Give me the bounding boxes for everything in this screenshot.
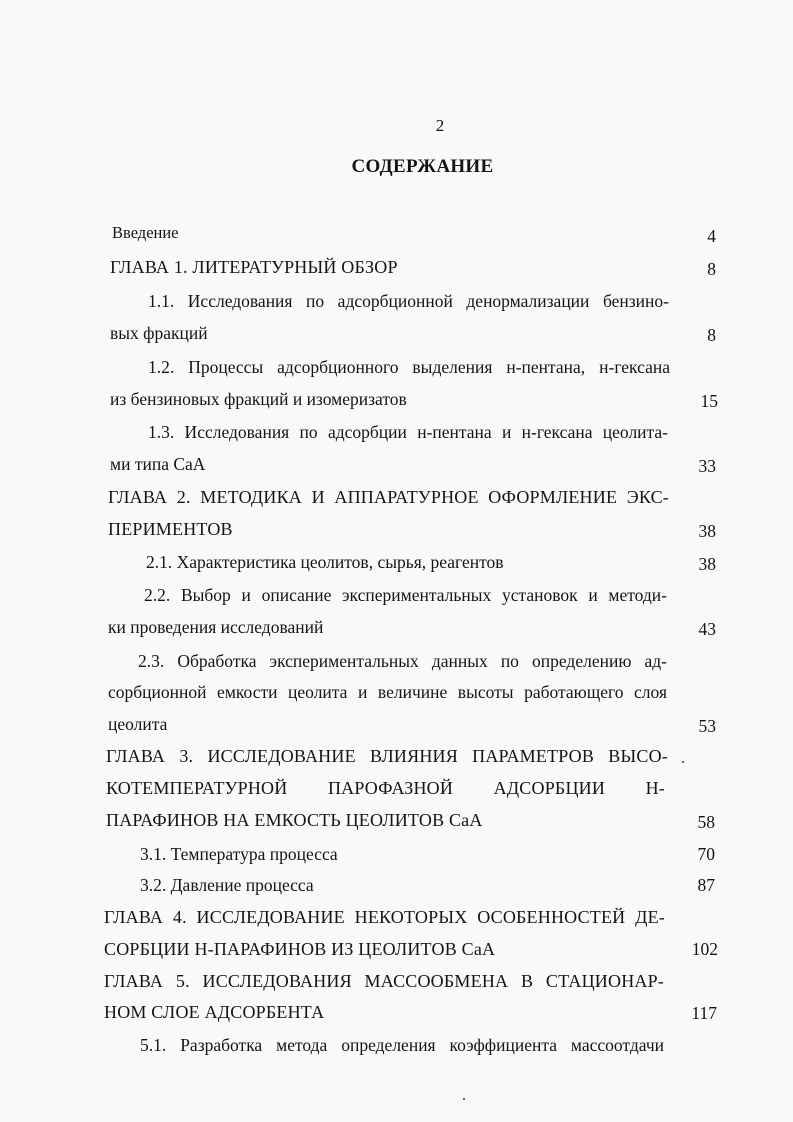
toc-section-3-1: 3.1. Температура процесса <box>140 844 338 864</box>
toc-section-2-3-line1: 2.3. Обработка экспериментальных данных по определению ад- <box>138 651 667 671</box>
toc-section-3-2-page: 87 <box>697 875 715 895</box>
scan-speck <box>682 761 684 763</box>
toc-chapter-5-page: 117 <box>691 1003 717 1023</box>
toc-section-5-1: 5.1. Разработка метода определения коэффициента массоотдачи <box>140 1035 664 1055</box>
toc-intro: Введение <box>112 223 179 242</box>
toc-section-1-3-line2: ми типа СаА <box>110 454 206 474</box>
toc-section-1-2-line2: из бензиновых фракций и изомеризатов <box>110 389 407 409</box>
toc-chapter-2-page: 38 <box>698 521 716 541</box>
page-title: СОДЕРЖАНИЕ <box>351 156 494 177</box>
toc-section-2-1: 2.1. Характеристика цеолитов, сырья, реагентов <box>146 552 504 572</box>
toc-chapter-3-page: 58 <box>697 812 715 832</box>
toc-section-1-1-page: 8 <box>707 325 716 345</box>
toc-intro-page: 4 <box>707 226 716 246</box>
toc-section-2-2-line1: 2.2. Выбор и описание экспериментальных установок и методи- <box>144 585 667 605</box>
toc-section-3-2: 3.2. Давление процесса <box>140 875 314 895</box>
toc-chapter-2-line2: ПЕРИМЕНТОВ <box>108 519 233 539</box>
toc-chapter-4-page: 102 <box>691 939 718 959</box>
toc-section-2-2-page: 43 <box>698 619 716 639</box>
toc-section-1-3-page: 33 <box>698 456 716 476</box>
toc-chapter-1: ГЛАВА 1. ЛИТЕРАТУРНЫЙ ОБЗОР <box>110 257 398 277</box>
toc-section-3-1-page: 70 <box>697 844 715 864</box>
toc-section-2-3-line3: цеолита <box>108 714 168 734</box>
toc-chapter-5-line2: НОМ СЛОЕ АДСОРБЕНТА <box>104 1002 325 1022</box>
toc-section-2-1-page: 38 <box>698 554 716 574</box>
toc-chapter-4-line2: СОРБЦИИ Н-ПАРАФИНОВ ИЗ ЦЕОЛИТОВ СаА <box>104 939 496 959</box>
scan-speck <box>463 1098 465 1100</box>
toc-chapter-3-line1: ГЛАВА 3. ИССЛЕДОВАНИЕ ВЛИЯНИЯ ПАРАМЕТРОВ ВЫСО- <box>106 746 668 766</box>
page-number: 2 <box>435 116 445 135</box>
toc-section-2-3-line2: сорбционной емкости цеолита и величине высоты работающего слоя <box>108 682 667 702</box>
toc-chapter-3-line3: ПАРАФИНОВ НА ЕМКОСТЬ ЦЕОЛИТОВ СаА <box>106 810 483 830</box>
toc-chapter-5-line1: ГЛАВА 5. ИССЛЕДОВАНИЯ МАССООБМЕНА В СТАЦИОНАР- <box>104 971 664 991</box>
toc-chapter-3-line2: КОТЕМПЕРАТУРНОЙ ПАРОФАЗНОЙ АДСОРБЦИИ Н- <box>106 778 665 798</box>
toc-section-2-3-page: 53 <box>698 716 716 736</box>
toc-section-1-2-page: 15 <box>700 391 718 411</box>
toc-chapter-4-line1: ГЛАВА 4. ИССЛЕДОВАНИЕ НЕКОТОРЫХ ОСОБЕННОСТЕЙ ДЕ- <box>104 907 665 927</box>
toc-section-1-1-line1: 1.1. Исследования по адсорбционной денормализации бензино- <box>148 291 669 311</box>
toc-section-1-1-line2: вых фракций <box>110 323 208 343</box>
toc-chapter-2-line1: ГЛАВА 2. МЕТОДИКА И АППАРАТУРНОЕ ОФОРМЛЕНИЕ ЭКС- <box>108 487 669 507</box>
toc-chapter-1-page: 8 <box>707 259 716 279</box>
toc-section-1-3-line1: 1.3. Исследования по адсорбции н-пентана и н-гексана цеолита- <box>148 422 668 442</box>
toc-section-1-2-line1: 1.2. Процессы адсорбционного выделения н-пентана, н-гексана <box>148 357 670 377</box>
toc-section-2-2-line2: ки проведения исследований <box>108 617 324 637</box>
